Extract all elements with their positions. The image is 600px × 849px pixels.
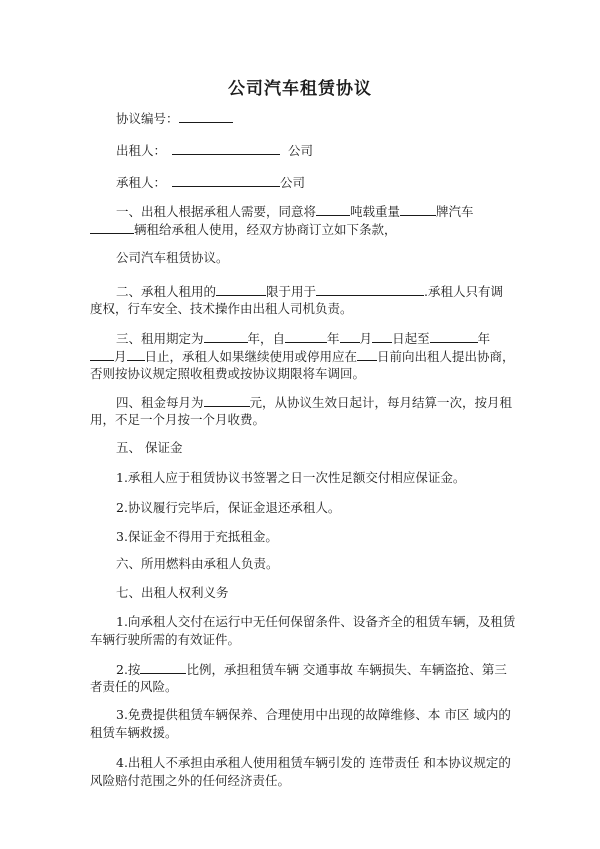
clause-3-line-1: 三、租用期定为 年，自 年 月 日起至 年 [116, 331, 491, 346]
clause-7-item-3-line-1: 3.免费提供租赁车辆保养、合理使用中出现的故障维修、本 市区 域内的 [116, 707, 511, 722]
clause-4-line-2: 用，不足一个月按一个月收费。 [90, 412, 266, 427]
end-year-blank [430, 330, 478, 343]
clause-1-line-2: 辆租给承租人使用，经双方协商订立如下条款， [90, 221, 397, 238]
clause-5-item-2: 2.协议履行完毕后，保证金退还承租人。 [116, 500, 341, 515]
agreement-name-line: 公司汽车租赁协议。 [116, 250, 229, 265]
usage-purpose-blank [316, 283, 424, 296]
clause-7-item-1-line-1: 1.向承租人交付在运行中无任何保留条件、设备齐全的租赁车辆，及租赁 [116, 614, 516, 629]
clause-7-item-4-line-1: 4.出租人不承担由承租人使用租赁车辆引发的 连带责任 和本协议规定的 [116, 755, 511, 770]
start-day-blank [372, 330, 392, 343]
end-month-blank [90, 348, 114, 361]
agreement-number-label: 协议编号： [116, 111, 179, 126]
clause-2-line-1: 二、承租人租用的 限于用于 .承租人只有调 [116, 284, 504, 299]
clause-5-item-3: 3.保证金不得用于充抵租金。 [116, 529, 278, 544]
clause-7-item-2-line-1: 2.按 比例，承担租赁车辆 交通事故 车辆损失、车辆盗抢、第三 [116, 662, 507, 677]
clause-3-line-3: 否则按协议规定照收租费或按协议期限将车调回。 [90, 366, 366, 381]
clause-7-item-2-line-2: 者责任的风险。 [90, 679, 178, 694]
clause-1-line-1: 一、出租人根据承租人需要，同意将 吨载重量 牌汽车 [116, 204, 474, 219]
clause-5-heading: 五、 保证金 [116, 440, 183, 455]
liability-ratio-blank [140, 661, 186, 674]
term-years-blank [204, 330, 248, 343]
tonnage-blank [400, 203, 436, 216]
lessee-label: 承租人： [116, 175, 167, 190]
monthly-rent-blank [204, 394, 250, 407]
clause-7-item-3-line-2: 租赁车辆救援。 [90, 725, 178, 740]
clause-3-line-2: 月 日止，承租人如果继续使用或停用应在 日前向出租人提出协商， [90, 348, 515, 365]
lessee-line [116, 174, 305, 191]
clause-6: 六、所用燃料由承租人负责。 [116, 556, 279, 571]
brand-blank [90, 221, 134, 234]
lessor-company-suffix: 公司 [288, 143, 314, 158]
lessor-name-blank [172, 142, 280, 155]
lessor-line [116, 142, 313, 159]
vehicle-count-blank [316, 203, 350, 216]
start-month-blank [340, 330, 360, 343]
clause-7-item-4-line-2: 风险赔付范围之外的任何经济责任。 [90, 773, 291, 788]
clause-4-line-1: 四、租金每月为 元，从协议生效日起计，每月结算一次，按月租 [116, 395, 513, 410]
lessor-label: 出租人： [116, 143, 167, 158]
vehicle-rented-blank [216, 283, 266, 296]
agreement-number-blank [179, 110, 233, 123]
clause-7-heading: 七、出租人权利义务 [116, 585, 229, 600]
agreement-number-line [116, 110, 233, 127]
lessee-name-blank [172, 174, 280, 187]
clause-5-item-1: 1.承租人应于租赁协议书签署之日一次性足额交付相应保证金。 [116, 470, 466, 485]
lessee-company-suffix: 公司 [280, 175, 306, 190]
clause-7-item-1-line-2: 车辆行驶所需的有效证件。 [90, 632, 241, 647]
end-day-blank [127, 348, 145, 361]
notice-days-blank [357, 348, 377, 361]
start-year-blank [285, 330, 327, 343]
clause-2-line-2: 度权，行车安全、技术操作由出租人司机负责。 [90, 301, 353, 316]
document-title: 公司汽车租赁协议 [228, 79, 372, 99]
